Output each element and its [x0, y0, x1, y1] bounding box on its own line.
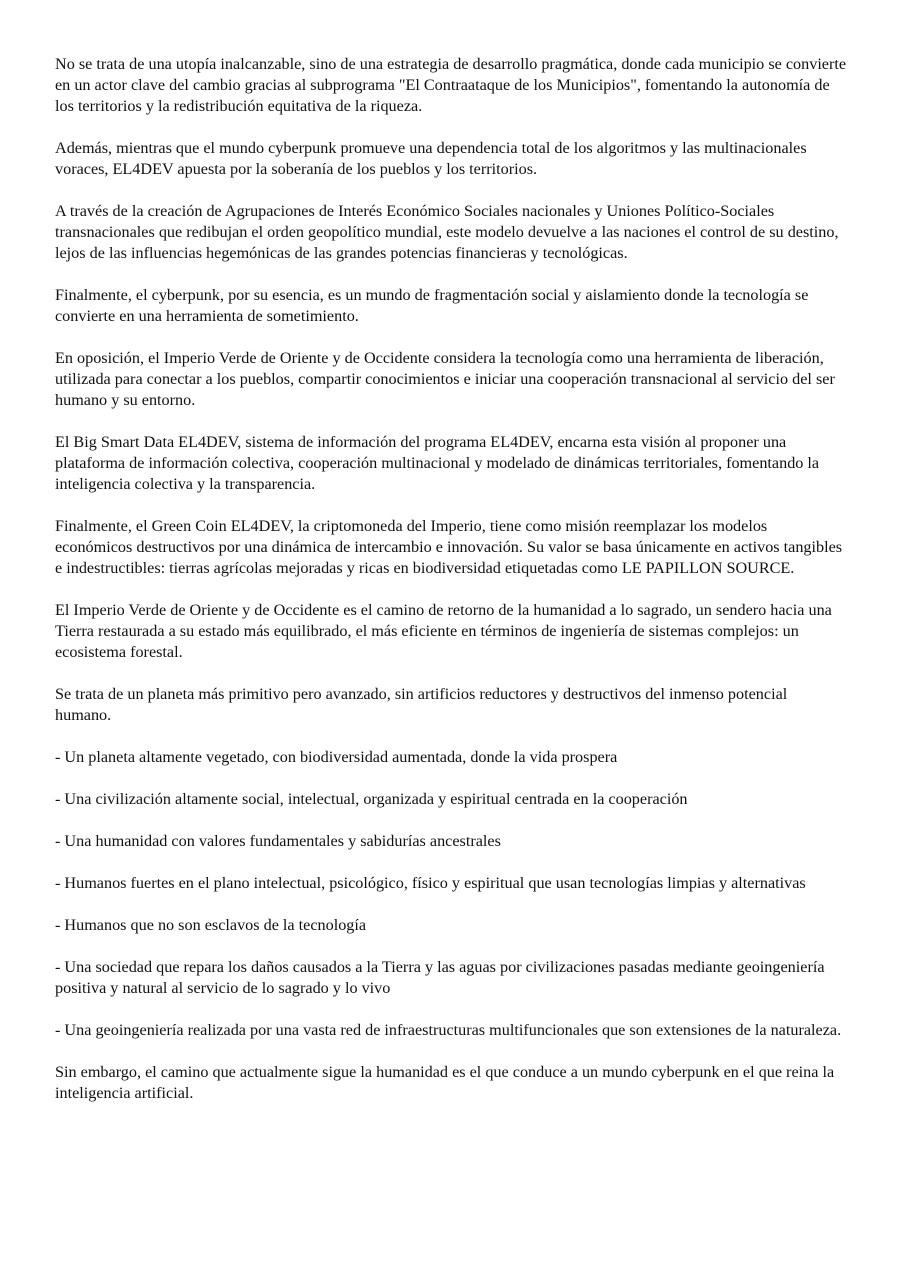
paragraph-cyberpunk-dependency: Además, mientras que el mundo cyberpunk promueve una dependencia total de los algoritmos y las multinacionales voraces, EL4DEV apuesta por la soberanía de los pueblos y los territorios. — [55, 139, 807, 178]
paragraph-agrupaciones: A través de la creación de Agrupaciones de Interés Económico Sociales nacionales y Uniones Político-Sociales transnacionales que redibujan el orden geopolítico mundial, este modelo devuelve a las naciones el control de su destino, lejos de las influencias hegemónicas de las grandes potencias financieras y tecnológicas. — [55, 202, 839, 262]
list-item: - Una sociedad que repara los daños causados a la Tierra y las aguas por civilizaciones pasadas mediante geoingeniería positiva y natural al servicio de lo sagrado y lo vivo — [55, 958, 825, 997]
list-item: - Una geoingeniería realizada por una vasta red de infraestructuras multifuncionales que son extensiones de la naturaleza. — [55, 1021, 842, 1039]
list-item: - Un planeta altamente vegetado, con biodiversidad aumentada, donde la vida prospera — [55, 748, 618, 766]
paragraph-fragmentation: Finalmente, el cyberpunk, por su esencia, es un mundo de fragmentación social y aislamiento donde la tecnología se convierte en una herramienta de sometimiento. — [55, 286, 809, 325]
paragraph-conclusion: Sin embargo, el camino que actualmente sigue la humanidad es el que conduce a un mundo cyberpunk en el que reina la inteligencia artificial. — [55, 1063, 835, 1102]
list-item: - Una civilización altamente social, intelectual, organizada y espiritual centrada en la cooperación — [55, 790, 688, 808]
list-item: - Humanos fuertes en el plano intelectual, psicológico, físico y espiritual que usan tecnologías limpias y alternativas — [55, 874, 806, 892]
paragraph-primitive-planet: Se trata de un planeta más primitivo pero avanzado, sin artificios reductores y destructivos del inmenso potencial humano. — [55, 685, 788, 724]
paragraph-sacred-return: El Imperio Verde de Oriente y de Occidente es el camino de retorno de la humanidad a lo sagrado, un sendero hacia una Tierra restaurada a su estado más equilibrado, el más eficiente en términos de ingeniería de sistemas complejos: un ecosistema forestal. — [55, 601, 832, 661]
paragraph-green-coin: Finalmente, el Green Coin EL4DEV, la criptomoneda del Imperio, tiene como misión reemplazar los modelos económicos destructivos por una dinámica de intercambio e innovación. Su valor se basa únicamente en activos tangibles e indestructibles: tierras agrícolas mejoradas y ricas en biodiversidad etiquetadas como LE PAPILLON SOURCE. — [55, 517, 843, 577]
paragraph-utopia: No se trata de una utopía inalcanzable, sino de una estrategia de desarrollo pragmática, donde cada municipio se convierte en un actor clave del cambio gracias al subprograma "El Contraataque de los Municipios", fomentando la autonomía de los territorios y la redistribución equitativa de la riqueza. — [55, 55, 847, 115]
list-item: - Una humanidad con valores fundamentales y sabidurías ancestrales — [55, 832, 501, 850]
paragraph-big-smart-data: El Big Smart Data EL4DEV, sistema de información del programa EL4DEV, encarna esta visión al proponer una plataforma de información colectiva, cooperación multinacional y modelado de dinámicas territoriales, fomentando la inteligencia colectiva y la transparencia. — [55, 433, 820, 493]
list-item: - Humanos que no son esclavos de la tecnología — [55, 916, 367, 934]
paragraph-liberation: En oposición, el Imperio Verde de Oriente y de Occidente considera la tecnología como una herramienta de liberación, utilizada para conectar a los pueblos, compartir conocimientos e iniciar una cooperación transnacional al servicio del ser humano y su entorno. — [55, 349, 835, 409]
document-page — [55, 54, 847, 1125]
